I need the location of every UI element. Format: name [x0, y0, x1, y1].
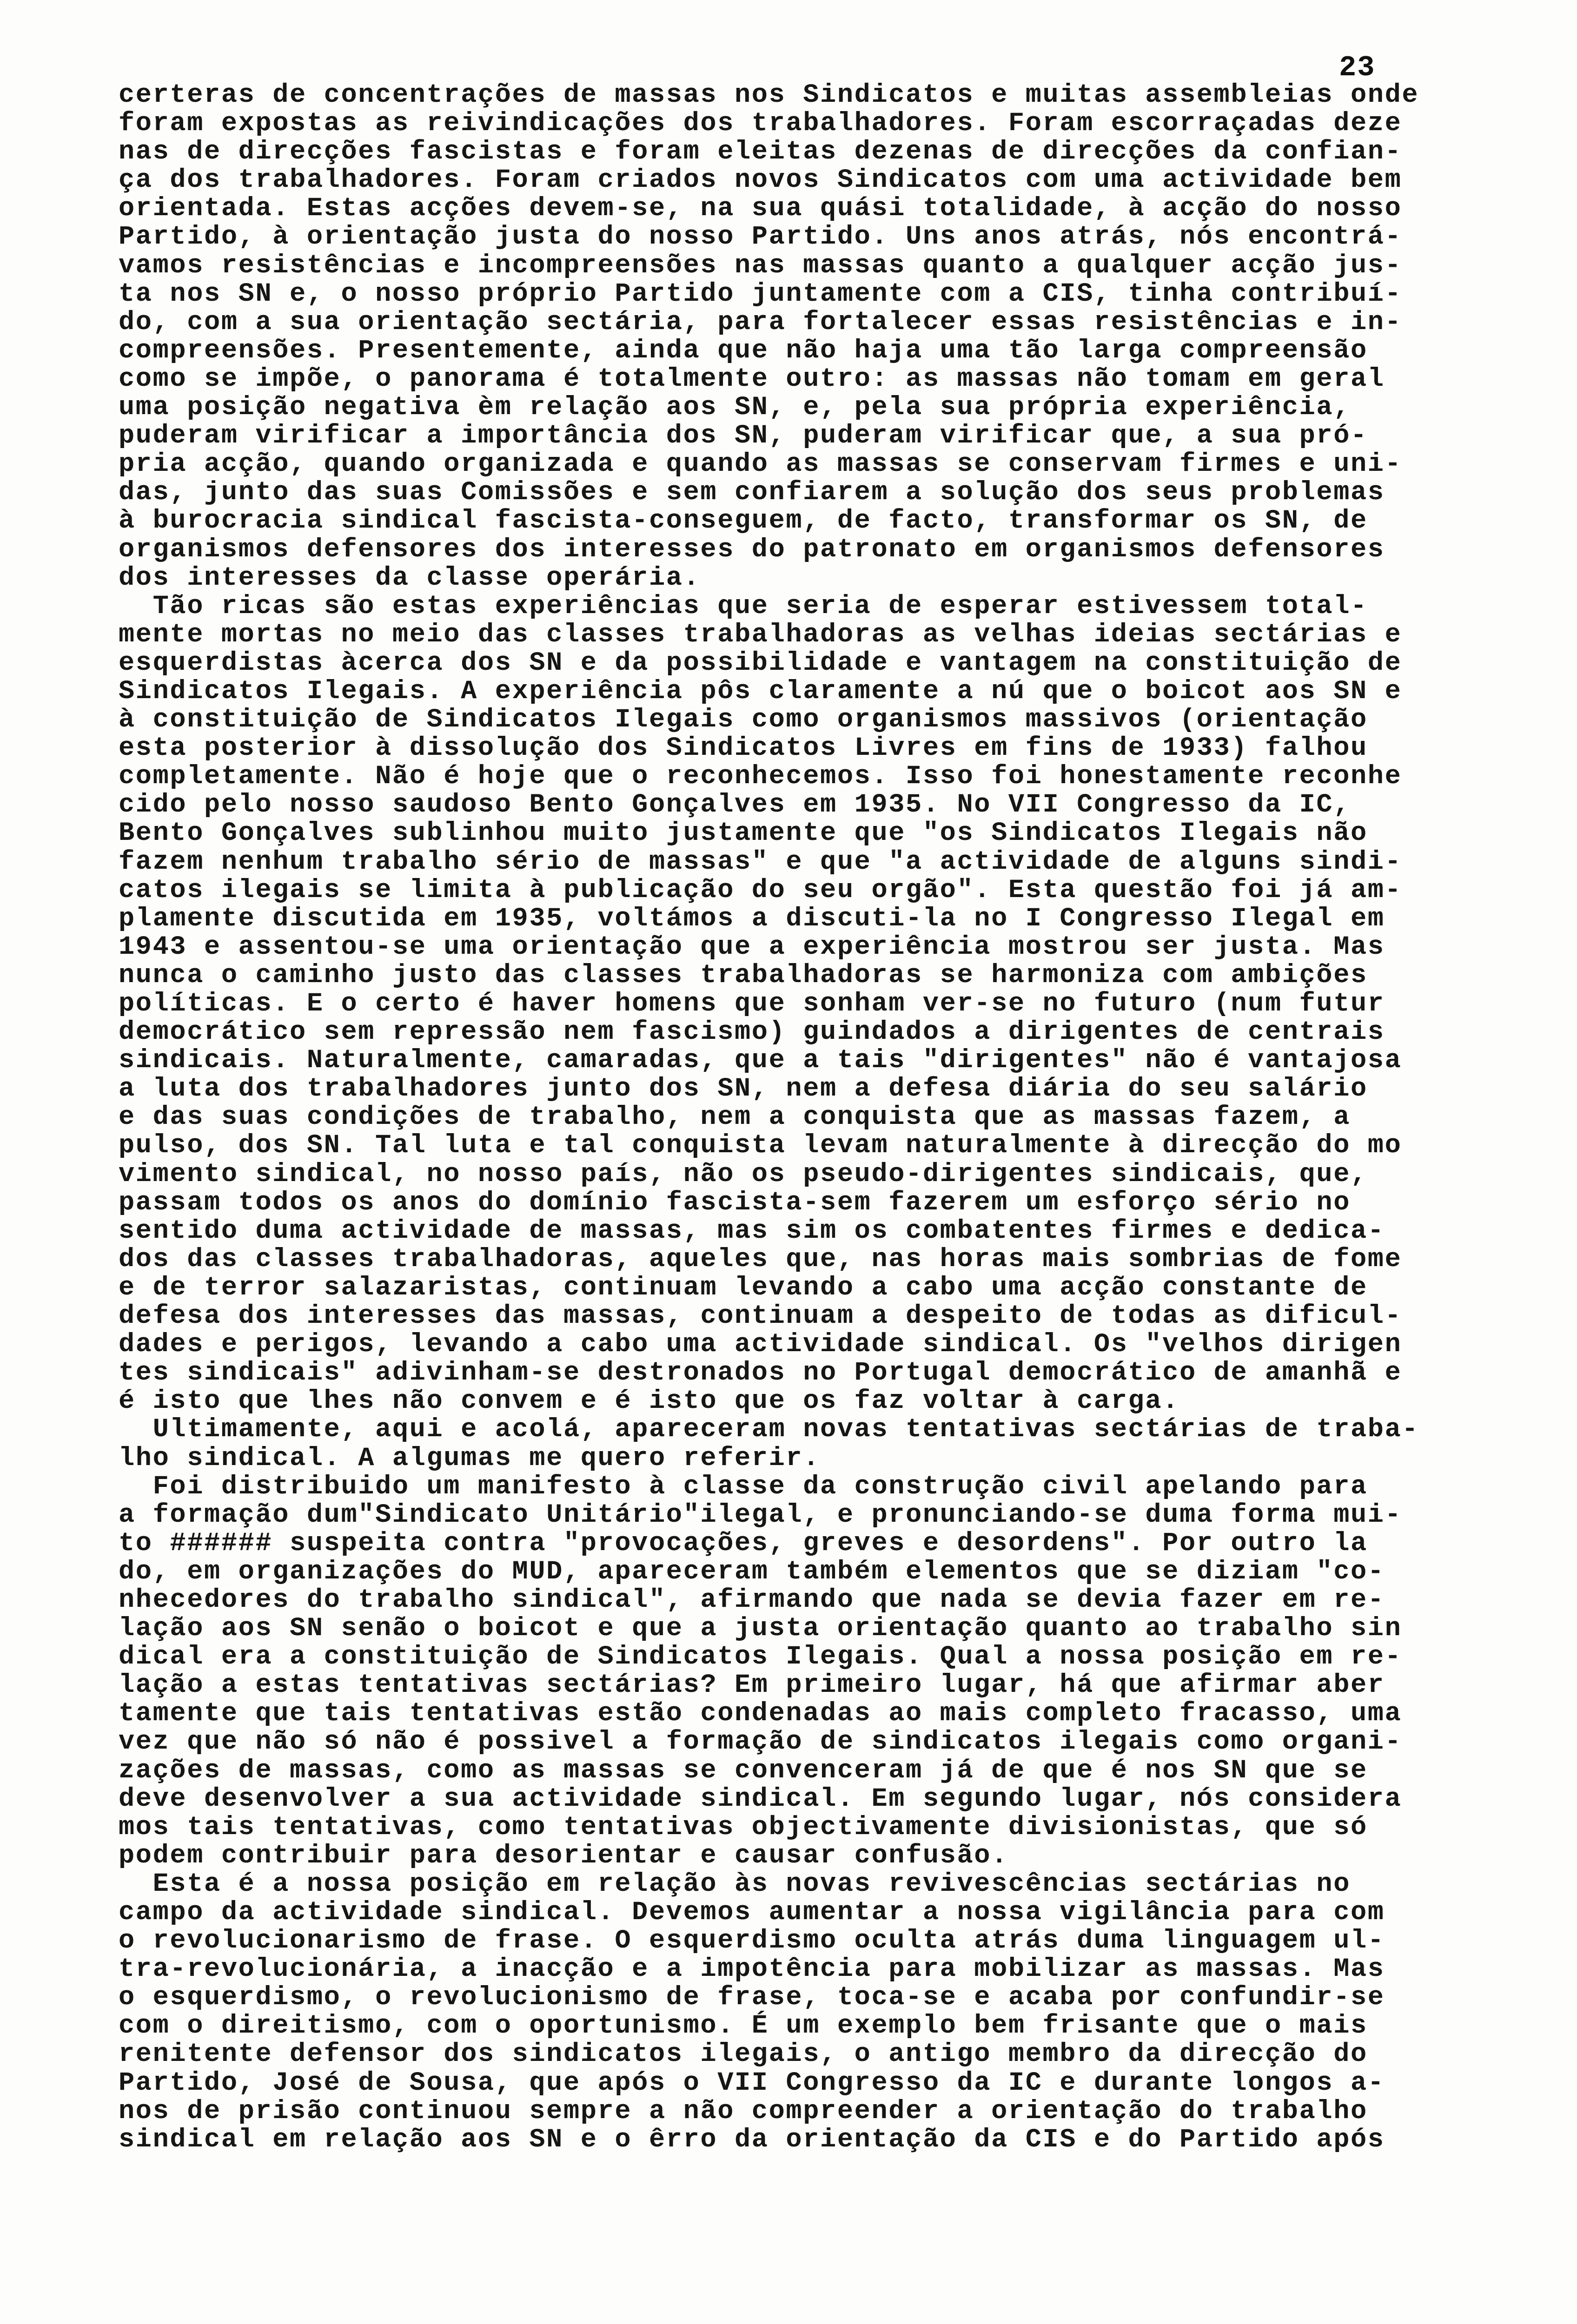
- text-line: esta posterior à dissolução dos Sindicatos Livres em fins de 1933) falhou: [119, 733, 1368, 764]
- text-line: Partido, José de Sousa, que após o VII Congresso da IC e durante longos a-: [119, 2068, 1385, 2098]
- text-line: cido pelo nosso saudoso Bento Gonçalves em 1935. No VII Congresso da IC,: [119, 790, 1351, 820]
- text-line: das, junto das suas Comissões e sem confiarem a solução dos seus problemas: [119, 478, 1385, 508]
- text-line: como se impõe, o panorama é totalmente outro: as massas não tomam em geral: [119, 364, 1385, 394]
- text-line: o esquerdismo, o revolucionismo de frase, toca-se e acaba por confundir-se: [119, 1983, 1385, 2013]
- text-line: à burocracia sindical fascista-conseguem, de facto, transformar os SN, de: [119, 506, 1368, 536]
- text-line: uma posição negativa èm relação aos SN, e, pela sua própria experiência,: [119, 393, 1351, 423]
- text-line: Foi distribuido um manifesto à classe da construção civil apelando para: [119, 1472, 1368, 1502]
- text-line: lho sindical. A algumas me quero referir.: [119, 1443, 821, 1473]
- text-line: lação a estas tentativas sectárias? Em primeiro lugar, há que afirmar aber: [119, 1670, 1385, 1701]
- text-line: zações de massas, como as massas se convenceram já de que é nos SN que se: [119, 1756, 1368, 1786]
- text-line: campo da actividade sindical. Devemos aumentar a nossa vigilância para com: [119, 1898, 1385, 1928]
- text-line: Bento Gonçalves sublinhou muito justamente que "os Sindicatos Ilegais não: [119, 819, 1368, 849]
- text-line: políticas. E o certo é haver homens que sonham ver-se no futuro (num futur: [119, 989, 1385, 1019]
- text-line: fazem nenhum trabalho sério de massas" e que "a actividade de alguns sindi-: [119, 847, 1402, 877]
- text-line: tra-revolucionária, a inacção e a impotência para mobilizar as massas. Mas: [119, 1954, 1385, 1985]
- text-line: vez que não só não é possivel a formação de sindicatos ilegais como organi-: [119, 1727, 1402, 1757]
- text-line: compreensões. Presentemente, ainda que não haja uma tão larga compreensão: [119, 336, 1368, 366]
- text-line: Ultimamente, aqui e acolá, apareceram novas tentativas sectárias de traba-: [119, 1415, 1419, 1445]
- text-line: a luta dos trabalhadores junto dos SN, nem a defesa diária do seu salário: [119, 1074, 1368, 1104]
- text-line: e de terror salazaristas, continuam levando a cabo uma acção constante de: [119, 1273, 1368, 1303]
- text-line: Tão ricas são estas experiências que seria de esperar estivessem total-: [119, 591, 1368, 621]
- text-line: Esta é a nossa posição em relação às novas revivescências sectárias no: [119, 1869, 1351, 1899]
- text-line: democrático sem repressão nem fascismo) guindados a dirigentes de centrais: [119, 1017, 1385, 1048]
- text-line: é isto que lhes não convem e é isto que os faz voltar à carga.: [119, 1386, 1179, 1417]
- text-line: nos de prisão continuou sempre a não compreender a orientação do trabalho: [119, 2096, 1368, 2126]
- text-line: nhecedores do trabalho sindical", afirmando que nada se devia fazer em re-: [119, 1585, 1385, 1615]
- text-line: Partido, à orientação justa do nosso Partido. Uns anos atrás, nós encontrá-: [119, 222, 1402, 252]
- text-line: ça dos trabalhadores. Foram criados novos Sindicatos com uma actividade bem: [119, 165, 1402, 196]
- text-line: e das suas condições de trabalho, nem a conquista que as massas fazem, a: [119, 1103, 1351, 1133]
- text-line: to ###### suspeita contra "provocações, greves e desordens". Por outro la: [119, 1528, 1368, 1558]
- text-line: sindical em relação aos SN e o êrro da orientação da CIS e do Partido após: [119, 2125, 1385, 2155]
- text-line: pria acção, quando organizada e quando as massas se conservam firmes e uni-: [119, 449, 1402, 480]
- text-line: tes sindicais" adivinham-se destronados no Portugal democrático de amanhã e: [119, 1358, 1402, 1388]
- text-line: o revolucionarismo de frase. O esquerdismo oculta atrás duma linguagem ul-: [119, 1926, 1385, 1956]
- text-line: dos das classes trabalhadoras, aqueles que, nas horas mais sombrias de fome: [119, 1244, 1402, 1274]
- text-line: vimento sindical, no nosso país, não os pseudo-dirigentes sindicais, que,: [119, 1159, 1368, 1189]
- text-line: defesa dos interesses das massas, continuam a despeito de todas as dificul-: [119, 1301, 1402, 1332]
- text-line: lação aos SN senão o boicot e que a justa orientação quanto ao trabalho sin: [119, 1614, 1402, 1644]
- text-line: ta nos SN e, o nosso próprio Partido juntamente com a CIS, tinha contribuí-: [119, 279, 1402, 309]
- page-number: 23: [1339, 51, 1376, 84]
- text-line: puderam virificar a importância dos SN, puderam virificar que, a sua pró-: [119, 421, 1368, 451]
- text-line: plamente discutida em 1935, voltámos a discuti-la no I Congresso Ilegal em: [119, 904, 1385, 934]
- text-line: certeras de concentrações de massas nos Sindicatos e muitas assembleias onde: [119, 80, 1419, 110]
- text-line: passam todos os anos do domínio fascista-sem fazerem um esforço sério no: [119, 1188, 1351, 1218]
- text-line: sindicais. Naturalmente, camaradas, que a tais "dirigentes" não é vantajosa: [119, 1046, 1402, 1076]
- text-line: Sindicatos Ilegais. A experiência pôs claramente a nú que o boicot aos SN e: [119, 676, 1402, 706]
- text-line: foram expostas as reivindicações dos trabalhadores. Foram escorraçadas deze: [119, 109, 1402, 139]
- text-line: do, em organizações do MUD, apareceram também elementos que se diziam "co-: [119, 1557, 1385, 1587]
- text-line: dos interesses da classe operária.: [119, 563, 701, 593]
- text-line: nas de direcções fascistas e foram eleitas dezenas de direcções da confian-: [119, 137, 1402, 167]
- text-line: a formação dum"Sindicato Unitário"ilegal, e pronunciando-se duma forma mui-: [119, 1500, 1402, 1530]
- text-line: mos tais tentativas, como tentativas objectivamente divisionistas, que só: [119, 1812, 1368, 1842]
- text-line: à constituição de Sindicatos Ilegais como organismos massivos (orientação: [119, 705, 1368, 735]
- text-line: catos ilegais se limita à publicação do seu orgão". Esta questão foi já am-: [119, 875, 1402, 905]
- typewritten-text-body: [119, 81, 1509, 2154]
- text-line: podem contribuir para desorientar e causar confusão.: [119, 1841, 1008, 1871]
- text-line: organismos defensores dos interesses do patronato em organismos defensores: [119, 535, 1385, 565]
- text-line: vamos resistências e incompreensões nas massas quanto a qualquer acção jus-: [119, 251, 1402, 281]
- text-line: renitente defensor dos sindicatos ilegais, o antigo membro da direcção do: [119, 2040, 1368, 2070]
- text-line: dical era a constituição de Sindicatos Ilegais. Qual a nossa posição em re-: [119, 1642, 1402, 1672]
- text-line: deve desenvolver a sua actividade sindical. Em segundo lugar, nós considera: [119, 1784, 1402, 1814]
- text-line: mente mortas no meio das classes trabalhadoras as velhas ideias sectárias e: [119, 620, 1402, 650]
- text-line: sentido duma actividade de massas, mas sim os combatentes firmes e dedica-: [119, 1216, 1385, 1246]
- text-line: 1943 e assentou-se uma orientação que a experiência mostrou ser justa. Mas: [119, 932, 1385, 962]
- text-line: pulso, dos SN. Tal luta e tal conquista levam naturalmente à direcção do mo: [119, 1131, 1402, 1161]
- text-line: do, com a sua orientação sectária, para fortalecer essas resistências e in-: [119, 307, 1402, 337]
- text-line: completamente. Não é hoje que o reconhecemos. Isso foi honestamente reconhe: [119, 762, 1402, 792]
- text-line: dades e perigos, levando a cabo uma actividade sindical. Os "velhos dirigen: [119, 1330, 1402, 1360]
- text-line: orientada. Estas acções devem-se, na sua quási totalidade, à acção do nosso: [119, 194, 1402, 224]
- text-line: tamente que tais tentativas estão condenadas ao mais completo fracasso, uma: [119, 1699, 1402, 1729]
- text-line: esquerdistas àcerca dos SN e da possibilidade e vantagem na constituição de: [119, 648, 1402, 678]
- text-line: com o direitismo, com o oportunismo. É um exemplo bem frisante que o mais: [119, 2011, 1368, 2041]
- text-line: nunca o caminho justo das classes trabalhadoras se harmoniza com ambições: [119, 960, 1368, 990]
